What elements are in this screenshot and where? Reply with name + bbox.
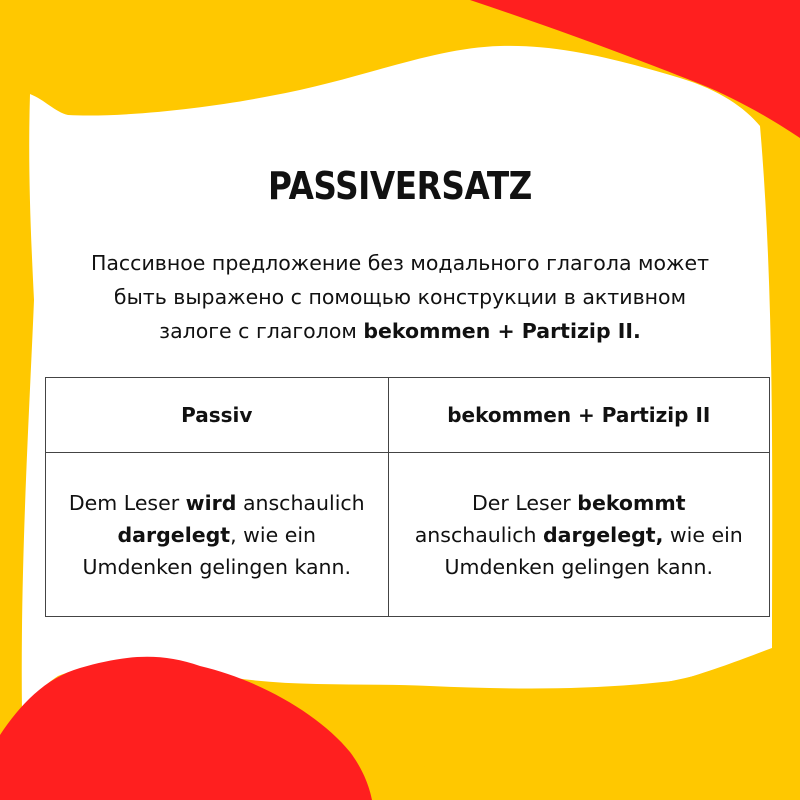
intro-line-3 [40, 314, 760, 348]
cell-passiv-example [46, 453, 389, 617]
intro-line-1: Пассивное предложение без модального глагола может [90, 251, 710, 275]
table-row [46, 453, 770, 617]
cell-text: Der Leser [472, 490, 578, 515]
cell-text: Dem Leser [68, 490, 186, 515]
page-title: PASSIVERSATZ [268, 164, 532, 208]
header-passiv: Passiv [46, 378, 389, 453]
cell-text: , wie ein Umdenken gelingen kann. [82, 522, 352, 579]
intro-highlight: bekommen + Partizip II. [363, 319, 641, 343]
comparison-table [45, 377, 770, 617]
header-bekommen: bekommen + Partizip II [388, 378, 769, 453]
cell-text: wie ein Umdenken gelingen kann. [444, 522, 743, 579]
intro-line-3-text: залоге с глаголом [159, 319, 364, 343]
cell-text: anschaulich [236, 490, 365, 515]
cell-bekommen-example [388, 453, 769, 617]
intro-line-2: быть выражено с помощью конструкции в активном [113, 285, 687, 309]
cell-bold: dargelegt [117, 522, 231, 547]
cell-text: anschaulich [414, 522, 543, 547]
table-header-row [46, 378, 770, 453]
cell-bold: wird [185, 490, 237, 515]
cell-bold: bekommt [577, 490, 686, 515]
intro-paragraph [40, 246, 760, 348]
cell-bold: dargelegt, [542, 522, 664, 547]
